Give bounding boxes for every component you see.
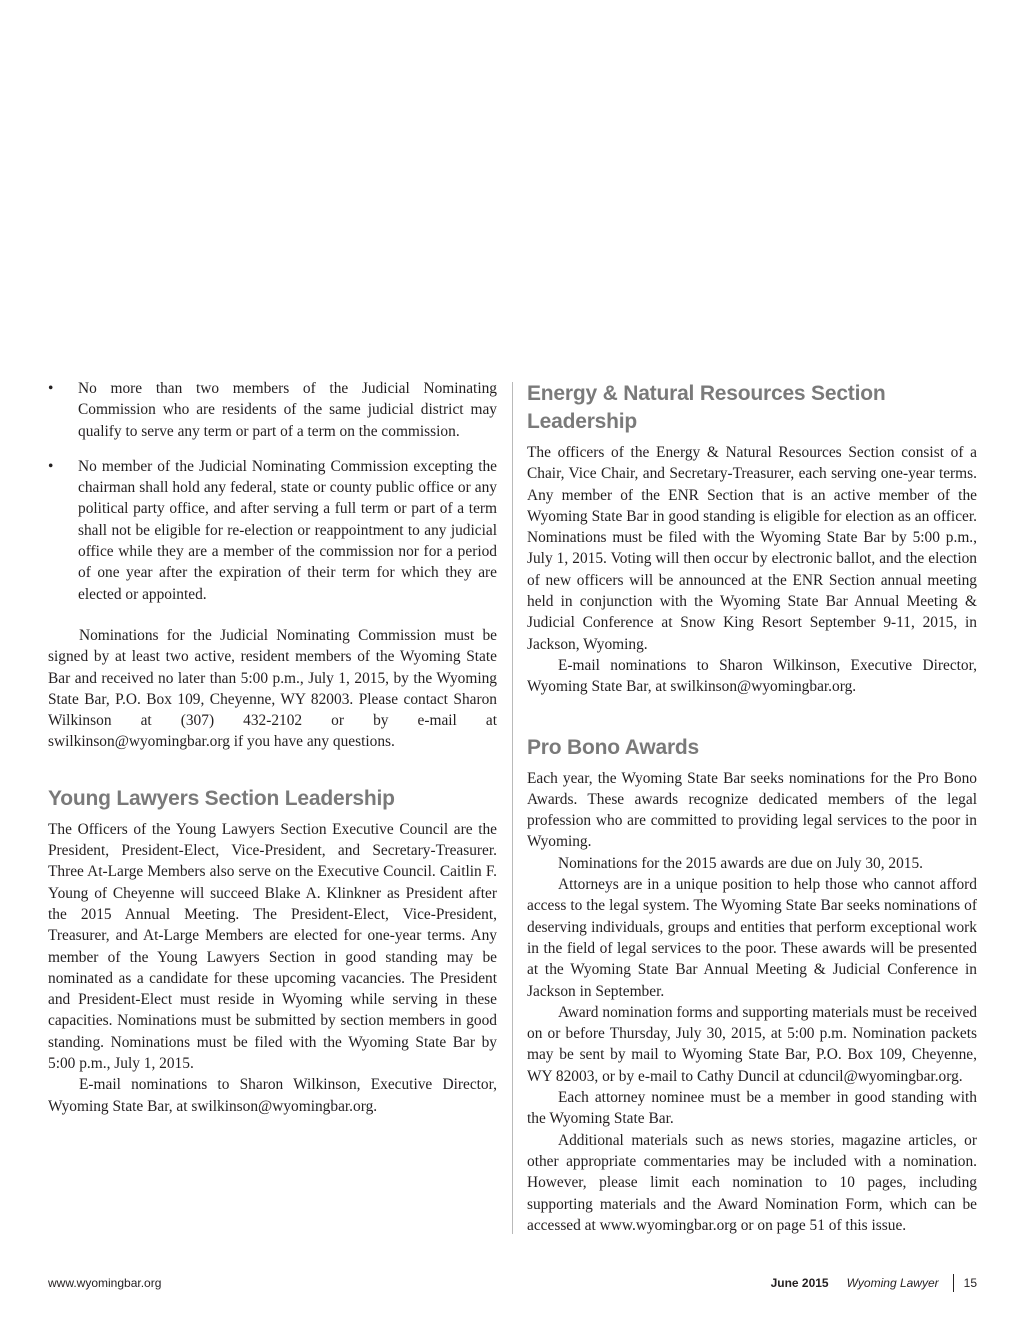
footer-magazine-title: Wyoming Lawyer (846, 1276, 939, 1290)
energy-section-body: The officers of the Energy & Natural Resources Section consist of a Chair, Vice Chair, and Secretary-Treasurer, each serving one-year terms. Any member of the ENR Section that is an active member of the Wyoming State Bar in good standing is eligible for election as an officer. Nominations must be filed with the Wyoming State Bar by 5:00 p.m., July 1, 2015. Voting will then occur by electronic ballot, and the election of new officers will be announced at the ENR Section annual meeting held in conjunction with the Wyoming State Bar Annual Meeting & Judicial Conference at Snow King Resort September 9-11, 2015, in Jackson, Wyoming. (527, 444, 977, 653)
bullet-icon: • (48, 380, 54, 397)
footer-website: www.wyomingbar.org (48, 1276, 162, 1290)
pro-bono-heading: Pro Bono Awards (527, 735, 700, 759)
young-lawyers-body: The Officers of the Young Lawyers Section Executive Council are the President, President-Elect, Vice-President, and Secretary-Treasurer. Three At-Large Members also serve on the Executive Council. Caitlin F. Young of Cheyenne will succeed Blake A. Klinkner as President after the 2015 Annual Meeting. The President-Elect, Vice-President, Treasurer, and At-Large Members are elected for one-year terms. Any member of the Young Lawyers Section in good standing may be nominated as a candidate for these upcoming vacancies. The President and President-Elect must reside in Wyoming while serving in these capacities. Nominations must be submitted by section members in good standing. Nominations must be filed with the Wyoming State Bar by 5:00 p.m., July 1, 2015. (48, 820, 497, 1073)
page-number: 15 (963, 1276, 977, 1290)
pro-bono-paragraph: Each attorney nominee must be a member in good standing with the Wyoming State Bar. (527, 1089, 977, 1128)
list-item (48, 456, 497, 605)
footer-separator (953, 1274, 954, 1292)
bullet-text: No more than two members of the Judicial Nominating Commission who are residents of the same judicial district may qualify to serve any term or part of a term on the commission. (78, 380, 497, 440)
eligibility-bullet-list (48, 378, 497, 605)
energy-section-heading: Energy & Natural Resources Section Leadership (527, 382, 886, 433)
list-item (48, 378, 497, 442)
footer-issue-date: June 2015 (770, 1276, 829, 1290)
energy-email-line: E-mail nominations to Sharon Wilkinson, Executive Director, Wyoming State Bar, at swilkinson@wyomingbar.org. (527, 656, 977, 696)
young-lawyers-email-line: E-mail nominations to Sharon Wilkinson, Executive Director, Wyoming State Bar, at swilkinson@wyomingbar.org. (48, 1076, 497, 1115)
column-divider (512, 382, 513, 1234)
nominations-paragraph: Nominations for the Judicial Nominating Commission must be signed by at least two active, resident members of the Wyoming State Bar and received no later than 5:00 p.m., July 1, 2015, by the Wyoming State Bar, P.O. Box 109, Cheyenne, WY 82003. Please contact Sharon Wilkinson at (307) 432-2102 or by e-mail at swilkinson@wyomingbar.org if you have any questions. (48, 626, 497, 751)
page-footer (48, 1274, 977, 1294)
pro-bono-paragraph: Nominations for the 2015 awards are due on July 30, 2015. (558, 854, 924, 872)
pro-bono-paragraph: Each year, the Wyoming State Bar seeks nominations for the Pro Bono Awards. These awards recognize dedicated members of the legal profession who are committed to providing legal services to the poor in Wyoming. (527, 769, 977, 851)
pro-bono-paragraph: Award nomination forms and supporting materials must be received on or before Thursday, July 30, 2015, at 5:00 p.m. Nomination packets may be sent by mail to Wyoming State Bar, P.O. Box 109, Cheyenne, WY 82003, or by e-mail to Cathy Duncil at cduncil@wyomingbar.org. (527, 1003, 977, 1085)
bullet-icon: • (48, 457, 54, 475)
pro-bono-paragraph: Additional materials such as news stories, magazine articles, or other appropriate commentaries may be included with a nomination. However, please limit each nomination to 10 pages, including supporting materials and the Award Nomination Form, which can be accessed at www.wyomingbar.org or on page 51 of this issue. (527, 1131, 977, 1234)
footer-issue-info (771, 1274, 977, 1292)
pro-bono-paragraph: Attorneys are in a unique position to help those who cannot afford access to the legal system. The Wyoming State Bar seeks nominations of deserving individuals, groups and entities that perform exceptional work in the field of legal services to the poor. These awards will be presented at the Wyoming State Bar Annual Meeting & Judicial Conference in Jackson in September. (527, 876, 977, 1000)
bullet-text: No member of the Judicial Nominating Commission excepting the chairman shall hold any federal, state or county public office or any political party office, and after serving a full term or part of a term shall not be eligible for re-election or reappointment to any judicial office while they are a member of the commission nor for a period of one year after the expiration of their term for which they are elected or appointed. (78, 457, 497, 603)
young-lawyers-heading: Young Lawyers Section Leadership (48, 786, 395, 810)
left-column (48, 378, 497, 1117)
right-column (527, 378, 977, 1236)
